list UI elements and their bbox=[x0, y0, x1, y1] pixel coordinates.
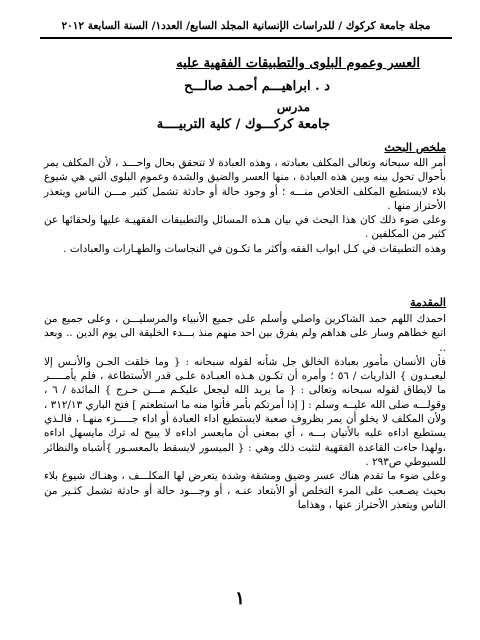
introduction-paragraph: احمدك اللهم حمد الشاكرين واصلي وأسلم على جميع الأنبياء والمرسليـــن ، وعلى جميع من اتبع خطاهم وسار على هداهم ولم يفرق بين احد منهم منذ بـــدء الخليقة الى يوم الدين .. وبعد .. bbox=[44, 313, 446, 354]
introduction-heading: المقدمة bbox=[410, 296, 446, 309]
author-name: د . ابراهيـــم أحمـد صالـــح bbox=[184, 79, 330, 94]
author-rank: مدرس bbox=[276, 100, 310, 114]
abstract-heading: ملخص البحث bbox=[384, 141, 446, 154]
introduction-paragraph: وعلى ضوء ما تقدم هناك عسر وضيق ومشقة وشدة يتعرض لها المكلـــف ، وهنـاك شيوع بلاء بحيث يصـعب على المرء التخلص أو الأبتعاد عنـه ، أو وجـــود حالة أو حادثة تشمل كثـير من الناس ويتعذر الأحتراز عنها ، وهذاما bbox=[44, 470, 446, 511]
author-affiliation: جامعة كركـــوك / كلية التربيــــة bbox=[156, 117, 330, 132]
introduction-body bbox=[44, 312, 446, 512]
abstract-paragraph: وهذه التطبيقات في كـل ابواب الفقه وأكثر ما تكـون في النجاسات والطهـارات والعبادات . bbox=[63, 242, 446, 255]
abstract-body bbox=[44, 156, 446, 256]
page-number: ١ bbox=[235, 588, 245, 609]
introduction-paragraph: فأن الأنسان مأمور بعبادة الخالق جل شأنه لقوله سبحانه : { وما خلقت الجـن والأنـس إلا ليعبـدون } الذاريات / ٥٦ ؛ وأمره أن تكـون هـذه العبـادة علـى قدر الأستطاعة ، فلم يأمـــــر ما لايطاق لقوله سبحانه وتعالى : { ما يريد الله ليجعل عليكـم مـــن حـرج } المائدة / ٦ ، وقولـــه صلى الله عليــه وسلم : [ إذا أمرتكم بأمر فأتوا منه ما استطعتم ] فتح الباري ٣١٢/١٣ ، ولأن المكلف لا يخلو أن يمر بظروف صعبة لايستطيع اداء العبادة أو اداء جـــــزء منهـا ، فالـذي يستطيع اداءه عليه بالأتيان بـــه ، أي بمعنى أن مايعسر اداءه لا يبيح له ترك مايسهل اداءه ،ولهذا جاءت القاعدة الفقهية لتثبت ذلك وهي : { الميسور لايسقط بالمعسـور }أشباه والنظائر للسيوطي ص٢٩٣ . bbox=[44, 355, 446, 468]
journal-header: مجلة جامعة كركوك / للدراسات الإنسانية المجلد السابع/ العدد١/ السنة السابعة ٢٠١٢ bbox=[61, 20, 431, 32]
header-divider bbox=[40, 37, 452, 39]
abstract-paragraph: وعلى ضوء ذلك كان هذا البحث في بيان هـذه المسائل والتطبيقات الفقهيـة عليها ولحقائها عن كثير من المكلفين . bbox=[44, 214, 446, 241]
paper-title: العسر وعموم البلوى والتطبيقات الفقهية عليه bbox=[176, 56, 420, 71]
abstract-paragraph: أمر الله سبحانه وتعالى المكلف بعبادته ، وهذه العبادة لا تتحقق بحال واحـــد ، لأن المكلف يمر بأحوال تحول بينه وبين هذه العبادة ، منها العسر والضيق والشدة وعموم البلوى التي هي شيوع بلاء لايستطيع المكلف الخلاص منـــه ؛ أو وجود حالة أو حادثة تشمل كثير مـــن الناس ويتعذر الأحتراز منها . bbox=[44, 157, 446, 212]
